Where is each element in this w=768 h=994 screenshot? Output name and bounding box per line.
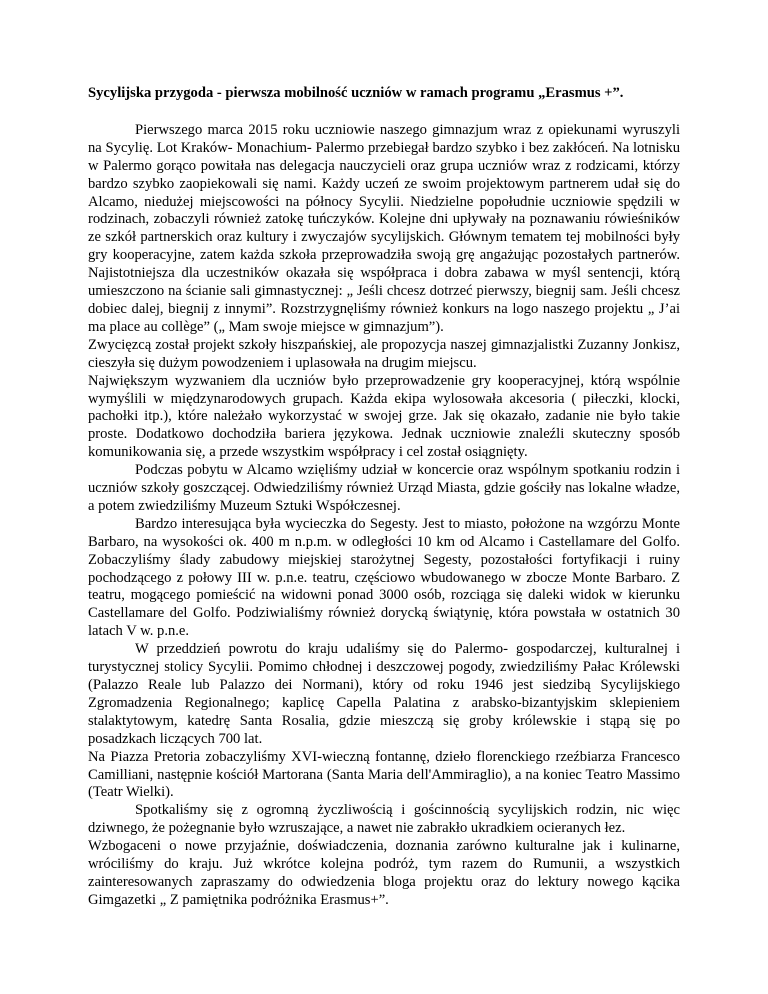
paragraph-7: Na Piazza Pretoria zobaczyliśmy XVI-wieczną fontannę, dzieło florenckiego rzeźbiarza Francesco Camilliani, następnie kościół Martorana (Santa Maria dell'Ammiraglio), a na koniec Teatro Massimo (Teatr Wielki). <box>88 748 680 801</box>
paragraph-5: Bardzo interesująca była wycieczka do Segesty. Jest to miasto, położone na wzgórzu Monte Barbaro, na wysokości ok. 400 m n.p.m. w odległości 10 km od Alcamo i Castellamare del Golfo. Zobaczyliśmy ślady zabudowy miejskiej starożytnej Segesty, pozostałości fortyfikacji i ruiny pochodzącego z połowy III w. p.n.e. teatru, częściowo wbudowanego w zbocze Monte Barbaro. Z teatru, mogącego pomieścić na widowni ponad 3000 osób, rozciąga się daleki widok w kierunku Castellamare del Golfo. Podziwialiśmy również dorycką świątynię, która powstała w ostatnich 30 latach V w. p.n.e. <box>88 515 680 640</box>
document-title: Sycylijska przygoda - pierwsza mobilność uczniów w ramach programu „Erasmus +”. <box>88 85 624 101</box>
paragraph-8: Spotkaliśmy się z ogromną życzliwością i gościnnością sycylijskich rodzin, nic więc dziwnego, że pożegnanie było wzruszające, a nawet nie zabrakło ukradkiem ocieranych łez. <box>88 802 680 837</box>
paragraph-6: W przeddzień powrotu do kraju udaliśmy się do Palermo- gospodarczej, kulturalnej i turystycznej stolicy Sycylii. Pomimo chłodnej i deszczowej pogody, zwiedziliśmy Pałac Królewski (Palazzo Reale lub Palazzo dei Normani), który od roku 1946 jest siedzibą Sycylijskiego Zgromadzenia Regionalnego; kaplicę Capella Palatina z arabsko-bizantyjskim sklepieniem stalaktytowym, katedrę Santa Rosalia, gdzie mieszczą się groby królewskie i stąpą się po posadzkach liczących 700 lat. <box>88 641 680 747</box>
paragraph-3: Największym wyzwaniem dla uczniów było przeprowadzenie gry kooperacyjnej, którą wspólnie wymyślili w międzynarodowych grupach. Każda ekipa wylosowała akcesoria ( piłeczki, klocki, pachołki itp.), które należało wykorzystać w swojej grze. Jak się okazało, zadanie nie było takie proste. Dodatkowo dochodziła bariera językowa. Jednak uczniowie znaleźli skuteczny sposób komunikowania się, a przede wszystkim współpracy i cel został osiągnięty. <box>88 372 680 461</box>
paragraph-4: Podczas pobytu w Alcamo wzięliśmy udział w koncercie oraz wspólnym spotkaniu rodzin i uczniów szkoły goszczącej. Odwiedziliśmy również Urząd Miasta, gdzie gościły nas lokalne władze, a potem zwiedziliśmy Muzeum Sztuki Współczesnej. <box>88 462 680 514</box>
paragraph-9: Wzbogaceni o nowe przyjaźnie, doświadczenia, doznania zarówno kulturalne jak i kulinarne, wróciliśmy do kraju. Już wkrótce kolejna podróż, tym razem do Rumunii, a wszystkich zainteresowanych zapraszamy do odwiedzenia bloga projektu oraz do lektury nowego kącika Gimgazetki „ Z pamiętnika podróżnika Erasmus+”. <box>88 838 680 908</box>
document-body <box>88 85 680 910</box>
paragraph-1: Pierwszego marca 2015 roku uczniowie naszego gimnazjum wraz z opiekunami wyruszyli na Sycylię. Lot Kraków- Monachium- Palermo przebiegał bardzo szybko i bez zakłóceń. Na lotnisku w Palermo gorąco powitała nas delegacja nauczycieli oraz grupa uczniów wraz z rodzicami, którzy bardzo szybko zaopiekowali się nami. Każdy uczeń ze swoim projektowym partnerem udał się do Alcamo, niedużej miejscowości na północy Sycylii. Niedzielne popołudnie uczniowie spędzili w rodzinach, zobaczyli również zatokę tuńczyków. Kolejne dni upływały na poznawaniu rówieśników ze szkół partnerskich oraz kultury i zwyczajów sycylijskich. Głównym tematem tej mobilności były gry kooperacyjne, zatem każda szkoła przeprowadziła swoją grę angażując pozostałych partnerów. Najistotniejsza dla uczestników okazała się współpraca i dobra zabawa w myśl sentencji, którą umieszczono na ścianie sali gimnastycznej: „ Jeśli chcesz dotrzeć pierwszy, biegnij sam. Jeśli chcesz dobiec dalej, biegnij z innymi”. Rozstrzygnęliśmy również konkurs na logo naszego projektu „ J’ai ma place au collège” („ Mam swoje miejsce w gimnazjum”). <box>88 121 680 335</box>
paragraph-2: Zwycięzcą został projekt szkoły hiszpańskiej, ale propozycja naszej gimnazjalistki Zuzanny Jonkisz, cieszyła się dużym powodzeniem i uplasowała na drugim miejscu. <box>88 336 680 371</box>
